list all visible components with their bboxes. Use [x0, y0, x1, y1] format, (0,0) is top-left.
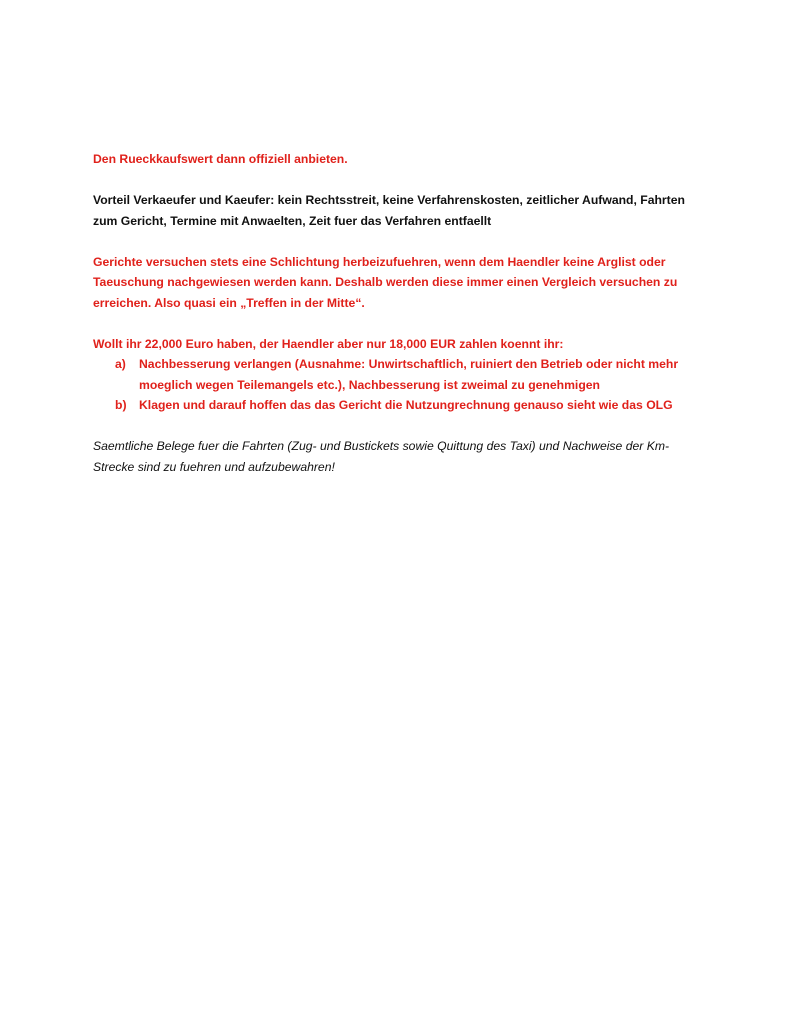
list-marker: a) — [115, 357, 126, 371]
paragraph-offer-value: Den Rueckkaufswert dann offiziell anbieten. — [93, 152, 348, 166]
document-body — [93, 149, 708, 498]
paragraph-advantages: Vorteil Verkaeufer und Kaeufer: kein Rechtsstreit, keine Verfahrenskosten, zeitlicher Aufwand, Fahrten zum Gericht, Termine mit Anwaelten, Zeit fuer das Verfahren entfaellt — [93, 193, 685, 228]
list-item — [93, 395, 708, 416]
list-item — [93, 354, 708, 395]
options-list — [93, 354, 708, 416]
list-item-text: Nachbesserung verlangen (Ausnahme: Unwirtschaftlich, ruiniert den Betrieb oder nicht mehr moeglich wegen Teilemangels etc.), Nachbesserung ist zweimal zu genehmigen — [139, 357, 679, 392]
paragraph-receipts-note: Saemtliche Belege fuer die Fahrten (Zug- und Bustickets sowie Quittung des Taxi) und Nachweise der Km-Strecke sind zu fuehren und aufzubewahren! — [93, 439, 670, 474]
list-marker: b) — [115, 398, 127, 412]
paragraph-payment-options: Wollt ihr 22,000 Euro haben, der Haendler aber nur 18,000 EUR zahlen koennt ihr: — [93, 336, 564, 351]
paragraph-court-settlement: Gerichte versuchen stets eine Schlichtung herbeizufuehren, wenn dem Haendler keine Arglist oder Taeuschung nachgewiesen werden kann. Deshalb werden diese immer einen Vergleich versuchen zu erreichen. Also quasi ein „Treffen in der Mitte“. — [93, 254, 678, 310]
list-item-text: Klagen und darauf hoffen das das Gericht die Nutzungrechnung genauso sieht wie das OLG — [139, 398, 673, 412]
